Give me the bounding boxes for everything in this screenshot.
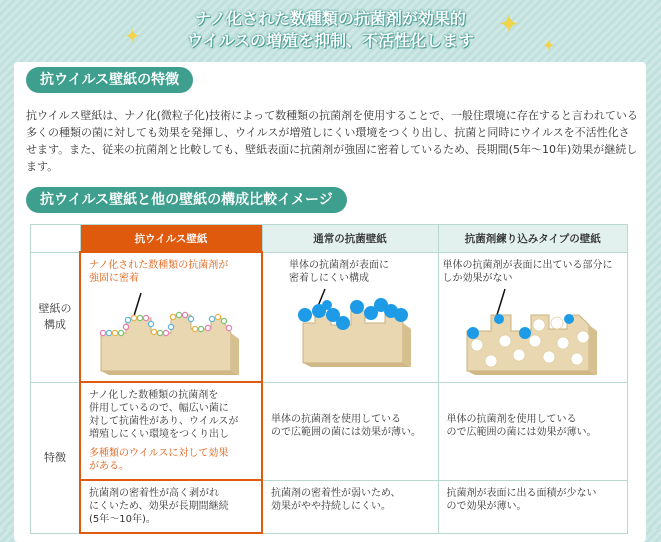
antiviral-illustration [81,253,262,381]
standard-feature-text: 単体の抗菌剤を使用している ので広範囲の菌には効果が薄い。 [271,413,421,438]
cell-kneaded-durability [438,480,628,533]
column-header-kneaded: 抗菌剤練り込みタイプの壁紙 [438,225,628,253]
cell-antiviral-durability [80,480,262,533]
cell-antiviral-features [80,382,262,480]
standard-illustration [263,253,438,381]
antiviral-feature-text: ナノ化した数種類の抗菌剤を 併用しているので、幅広い菌に 対して抗菌性があり、ウイルスが 増殖しにくい環境をつくり出し [89,390,239,440]
caption-standard: 単体の抗菌剤が表面に 密着しにくい構成 [289,259,389,284]
cell-standard-durability [262,480,438,533]
kneaded-illustration [439,253,623,381]
caption-kneaded: 単体の抗菌剤が表面に出ている部分に しか効果がない [442,259,613,284]
sparkle-icon: ✦ [542,36,556,55]
header-title [0,8,661,52]
caption-antiviral: ナノ化された数種類の抗菌剤が 強固に密着 [89,260,229,284]
section-title-comparison: 抗ウイルス壁紙と他の壁紙の構成比較イメージ [26,187,347,213]
sparkle-icon: ✦ [498,10,520,40]
standard-durability-text: 抗菌剤の密着性が弱いため、 効果がやや持続しにくい。 [271,487,401,512]
kneaded-feature-text: 単体の抗菌剤を使用している ので広範囲の菌には効果が薄い。 [446,413,597,438]
row-label-composition: 壁紙の 構成 [31,252,81,382]
kneaded-durability-text: 抗菌剤が表面に出る面積が少ない ので効果が薄い。 [446,487,597,512]
column-header-standard: 通常の抗菌壁紙 [262,225,438,253]
sparkle-icon: ✦ [124,24,141,48]
antiviral-feature-highlight: 多種類のウイルスに対して効果 がある。 [89,448,229,472]
antiviral-durability-text: 抗菌剤の密着性が高く剥がれ にくいため、効果が長期間継続 (5年〜10年)。 [89,488,229,525]
cell-kneaded-features [438,382,628,480]
cell-kneaded-composition [438,252,628,382]
table-corner [31,225,81,253]
cell-antiviral-composition [80,252,262,382]
cell-standard-features [262,382,438,480]
row-label-features: 特徴 [31,382,81,533]
header-title-line1: ナノ化された数種類の抗菌剤が効果的 [195,9,466,28]
section-title-features: 抗ウイルス壁紙の特徴 [26,67,193,93]
cell-standard-composition [262,252,438,382]
comparison-table [30,224,628,534]
column-header-antiviral: 抗ウイルス壁紙 [80,225,262,253]
features-description: 抗ウイルス壁紙は、ナノ化(微粒子化)技術によって数種類の抗菌剤を使用することで、一般住環境に存在すると言われている多くの種類の菌に対しても効果を発揮し、ウイルスが増殖しにくい環境をつくり出し、抗菌と同時にウイルスを不活性化させます。また、従来の抗菌剤と比較しても、壁紙表面に抗菌剤が強固に密着しているため、長期間(5年〜10年)効果が継続します。 [26,109,638,173]
header-title-line2: ウイルスの増殖を抑制、不活性化します [186,31,475,50]
